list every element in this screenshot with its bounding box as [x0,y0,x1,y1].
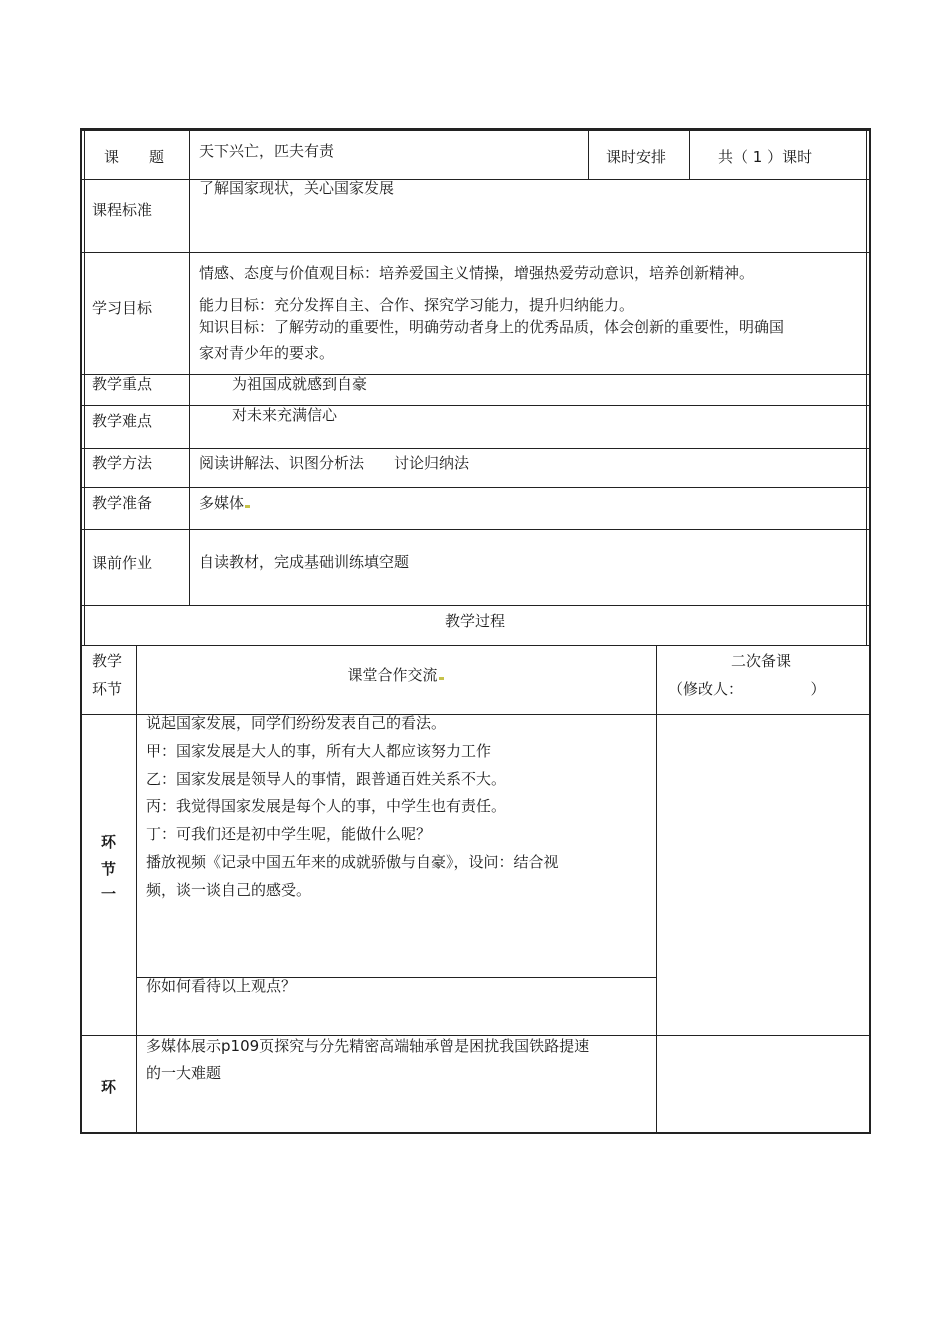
standard-label: 课程标准 [92,201,153,219]
section1-line: 乙：国家发展是领导人的事情，跟普通百姓关系不大。 [146,770,507,788]
col-divider [866,130,867,646]
row-divider [81,374,870,375]
section1-line: 播放视频《记录中国五年来的成就骄傲与自豪》，设问：结合视 [146,853,559,871]
section2-line: 的一大难题 [146,1064,222,1082]
difficulty-label: 教学难点 [92,412,153,430]
col-divider [656,645,657,1133]
col-divider [189,130,190,606]
goals-label: 学习目标 [92,299,153,317]
section2-line: 多媒体展示p109页探究与分先精密高端轴承曾是困扰我国铁路提速 [146,1037,590,1055]
schedule-label: 课时安排 [606,148,667,166]
section2-stage-char: 环 [101,1078,117,1096]
section1-question: 你如何看待以上观点？ [146,977,297,995]
row-divider [81,405,870,406]
edit-mark-icon [439,677,444,680]
section1-stage-char: 节 [101,860,117,878]
section1-line: 甲：国家发展是大人的事，所有大人都应该努力工作 [146,742,492,760]
homework-label: 课前作业 [92,554,153,572]
goals-line: 能力目标：充分发挥自主、合作、探究学习能力，提升归纳能力。 [199,296,635,314]
goals-line: 家对青少年的要求。 [199,344,335,362]
stage-header-1: 教学 [92,652,123,670]
main-header: 课堂合作交流 [347,666,438,684]
difficulty-value: 对未来充满信心 [232,406,338,424]
section1-stage-char: 环 [101,833,117,851]
row-divider [81,252,870,253]
schedule-value: 共（ 1 ）课时 [718,148,813,166]
goals-line: 情感、态度与价值观目标：培养爱国主义情操，增强热爱劳动意识，培养创新精神。 [199,264,755,282]
section1-line: 说起国家发展，同学们纷纷发表自己的看法。 [146,714,447,732]
col-divider [84,130,85,606]
row-divider [81,130,870,131]
revise-header-2: （修改人： ） [668,680,826,698]
col-divider [689,130,690,180]
standard-value: 了解国家现状，关心国家发展 [199,179,395,197]
key-value: 为祖国成就感到自豪 [232,375,368,393]
section1-line: 丁：可我们还是初中学生呢，能做什么呢？ [146,825,432,843]
row-divider [81,487,870,488]
row-divider [81,645,870,646]
key-label: 教学重点 [92,375,153,393]
edit-mark-icon [245,505,250,508]
section1-line: 频，谈一谈自己的感受。 [146,881,312,899]
col-divider [588,130,589,180]
col-divider [136,645,137,1133]
subject-label: 课 题 [104,148,165,166]
subject-value: 天下兴亡，匹夫有责 [199,142,335,160]
homework-value: 自读教材，完成基础训练填空题 [199,553,410,571]
section1-line: 丙：我觉得国家发展是每个人的事，中学生也有责任。 [146,797,507,815]
row-divider [81,605,870,606]
method-value: 阅读讲解法、识图分析法 讨论归纳法 [199,454,470,472]
prep-value: 多媒体 [199,494,245,512]
revise-header-1: 二次备课 [730,652,791,670]
section1-stage-char: 一 [101,885,117,903]
prep-label: 教学准备 [92,494,153,512]
prep-value-wrap [199,492,251,514]
row-divider [81,448,870,449]
goals-line: 知识目标：了解劳动的重要性，明确劳动者身上的优秀品质，体会创新的重要性，明确国 [199,318,785,336]
method-label: 教学方法 [92,454,153,472]
process-title: 教学过程 [444,612,505,630]
stage-header-2: 环节 [92,680,123,698]
main-header-wrap [136,664,656,686]
row-divider [81,529,870,530]
